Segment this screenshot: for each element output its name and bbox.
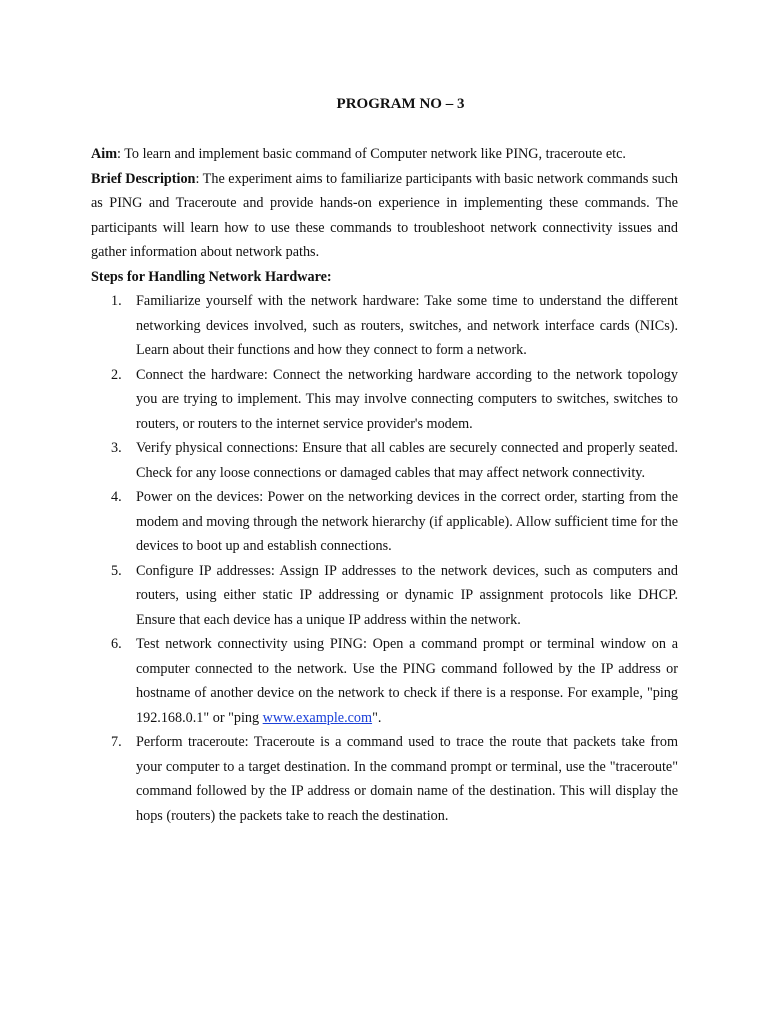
step-item (91, 632, 678, 730)
step-text: Perform traceroute: Traceroute is a command used to trace the route that packets take from your computer to a target destination. In the command prompt or terminal, use the "traceroute" command followed by the IP address or domain name of the destination. This will display the hops (routers) the packets take to reach the destination. (136, 734, 678, 824)
step-text: Verify physical connections: Ensure that all cables are securely connected and properly seated. Check for any loose connections or damaged cables that may affect network connectivity. (136, 440, 678, 481)
steps-heading: Steps for Handling Network Hardware: (91, 268, 332, 285)
step-item (91, 363, 678, 437)
step-number: 4. (111, 489, 122, 505)
step-text-after-link: ". (372, 709, 382, 726)
step-number: 6. (111, 636, 122, 652)
step-text: Configure IP addresses: Assign IP addresses to the network devices, such as computers and routers, using either static IP addressing or dynamic IP assignment protocols like DHCP. Ensure that each device has a unique IP address within the network. (136, 562, 678, 628)
example-link[interactable]: www.example.com (262, 709, 373, 726)
page-title: PROGRAM NO – 3 (336, 96, 465, 112)
step-item (91, 289, 678, 363)
aim-paragraph (91, 142, 678, 167)
step-number: 2. (111, 366, 122, 383)
step-number: 7. (111, 734, 122, 750)
step-text-before-link: Test network connectivity using PING: Open a command prompt or terminal window on a computer connected to the network. Use the PING command followed by the IP address or hostname of another device on the network to check if there is a response. For example, "ping 192.168.0.1" or "ping (136, 636, 678, 726)
aim-text: : To learn and implement basic command of Computer network like PING, traceroute etc. (117, 146, 626, 162)
step-number: 1. (111, 293, 122, 309)
step-item (91, 485, 678, 559)
step-text: Power on the devices: Power on the networking devices in the correct order, starting from the modem and moving through the network hierarchy (if applicable). Allow sufficient time for the devices to boot up and establish connections. (136, 489, 678, 554)
brief-description-text: : The experiment aims to familiarize participants with basic network commands such as PING and Traceroute and provide hands-on experience in implementing these commands. The participants will learn how to use these commands to troubleshoot network connectivity issues and gather information about network paths. (91, 170, 678, 260)
step-text: Familiarize yourself with the network hardware: Take some time to understand the different networking devices involved, such as routers, switches, and network interface cards (NICs). Learn about their functions and how they connect to form a network. (136, 293, 678, 358)
step-text: Connect the hardware: Connect the networking hardware according to the network topology you are trying to implement. This may involve connecting computers to switches, switches to routers, or routers to the internet service provider's modem. (136, 366, 678, 432)
step-number: 3. (111, 440, 122, 456)
step-item (91, 730, 678, 828)
step-item (91, 559, 678, 633)
aim-label: Aim (91, 146, 118, 162)
steps-list (91, 289, 678, 828)
brief-description-paragraph (91, 167, 678, 265)
document-page (91, 94, 678, 828)
brief-description-label: Brief Description (91, 170, 196, 187)
step-item (91, 436, 678, 485)
step-number: 5. (111, 562, 122, 579)
